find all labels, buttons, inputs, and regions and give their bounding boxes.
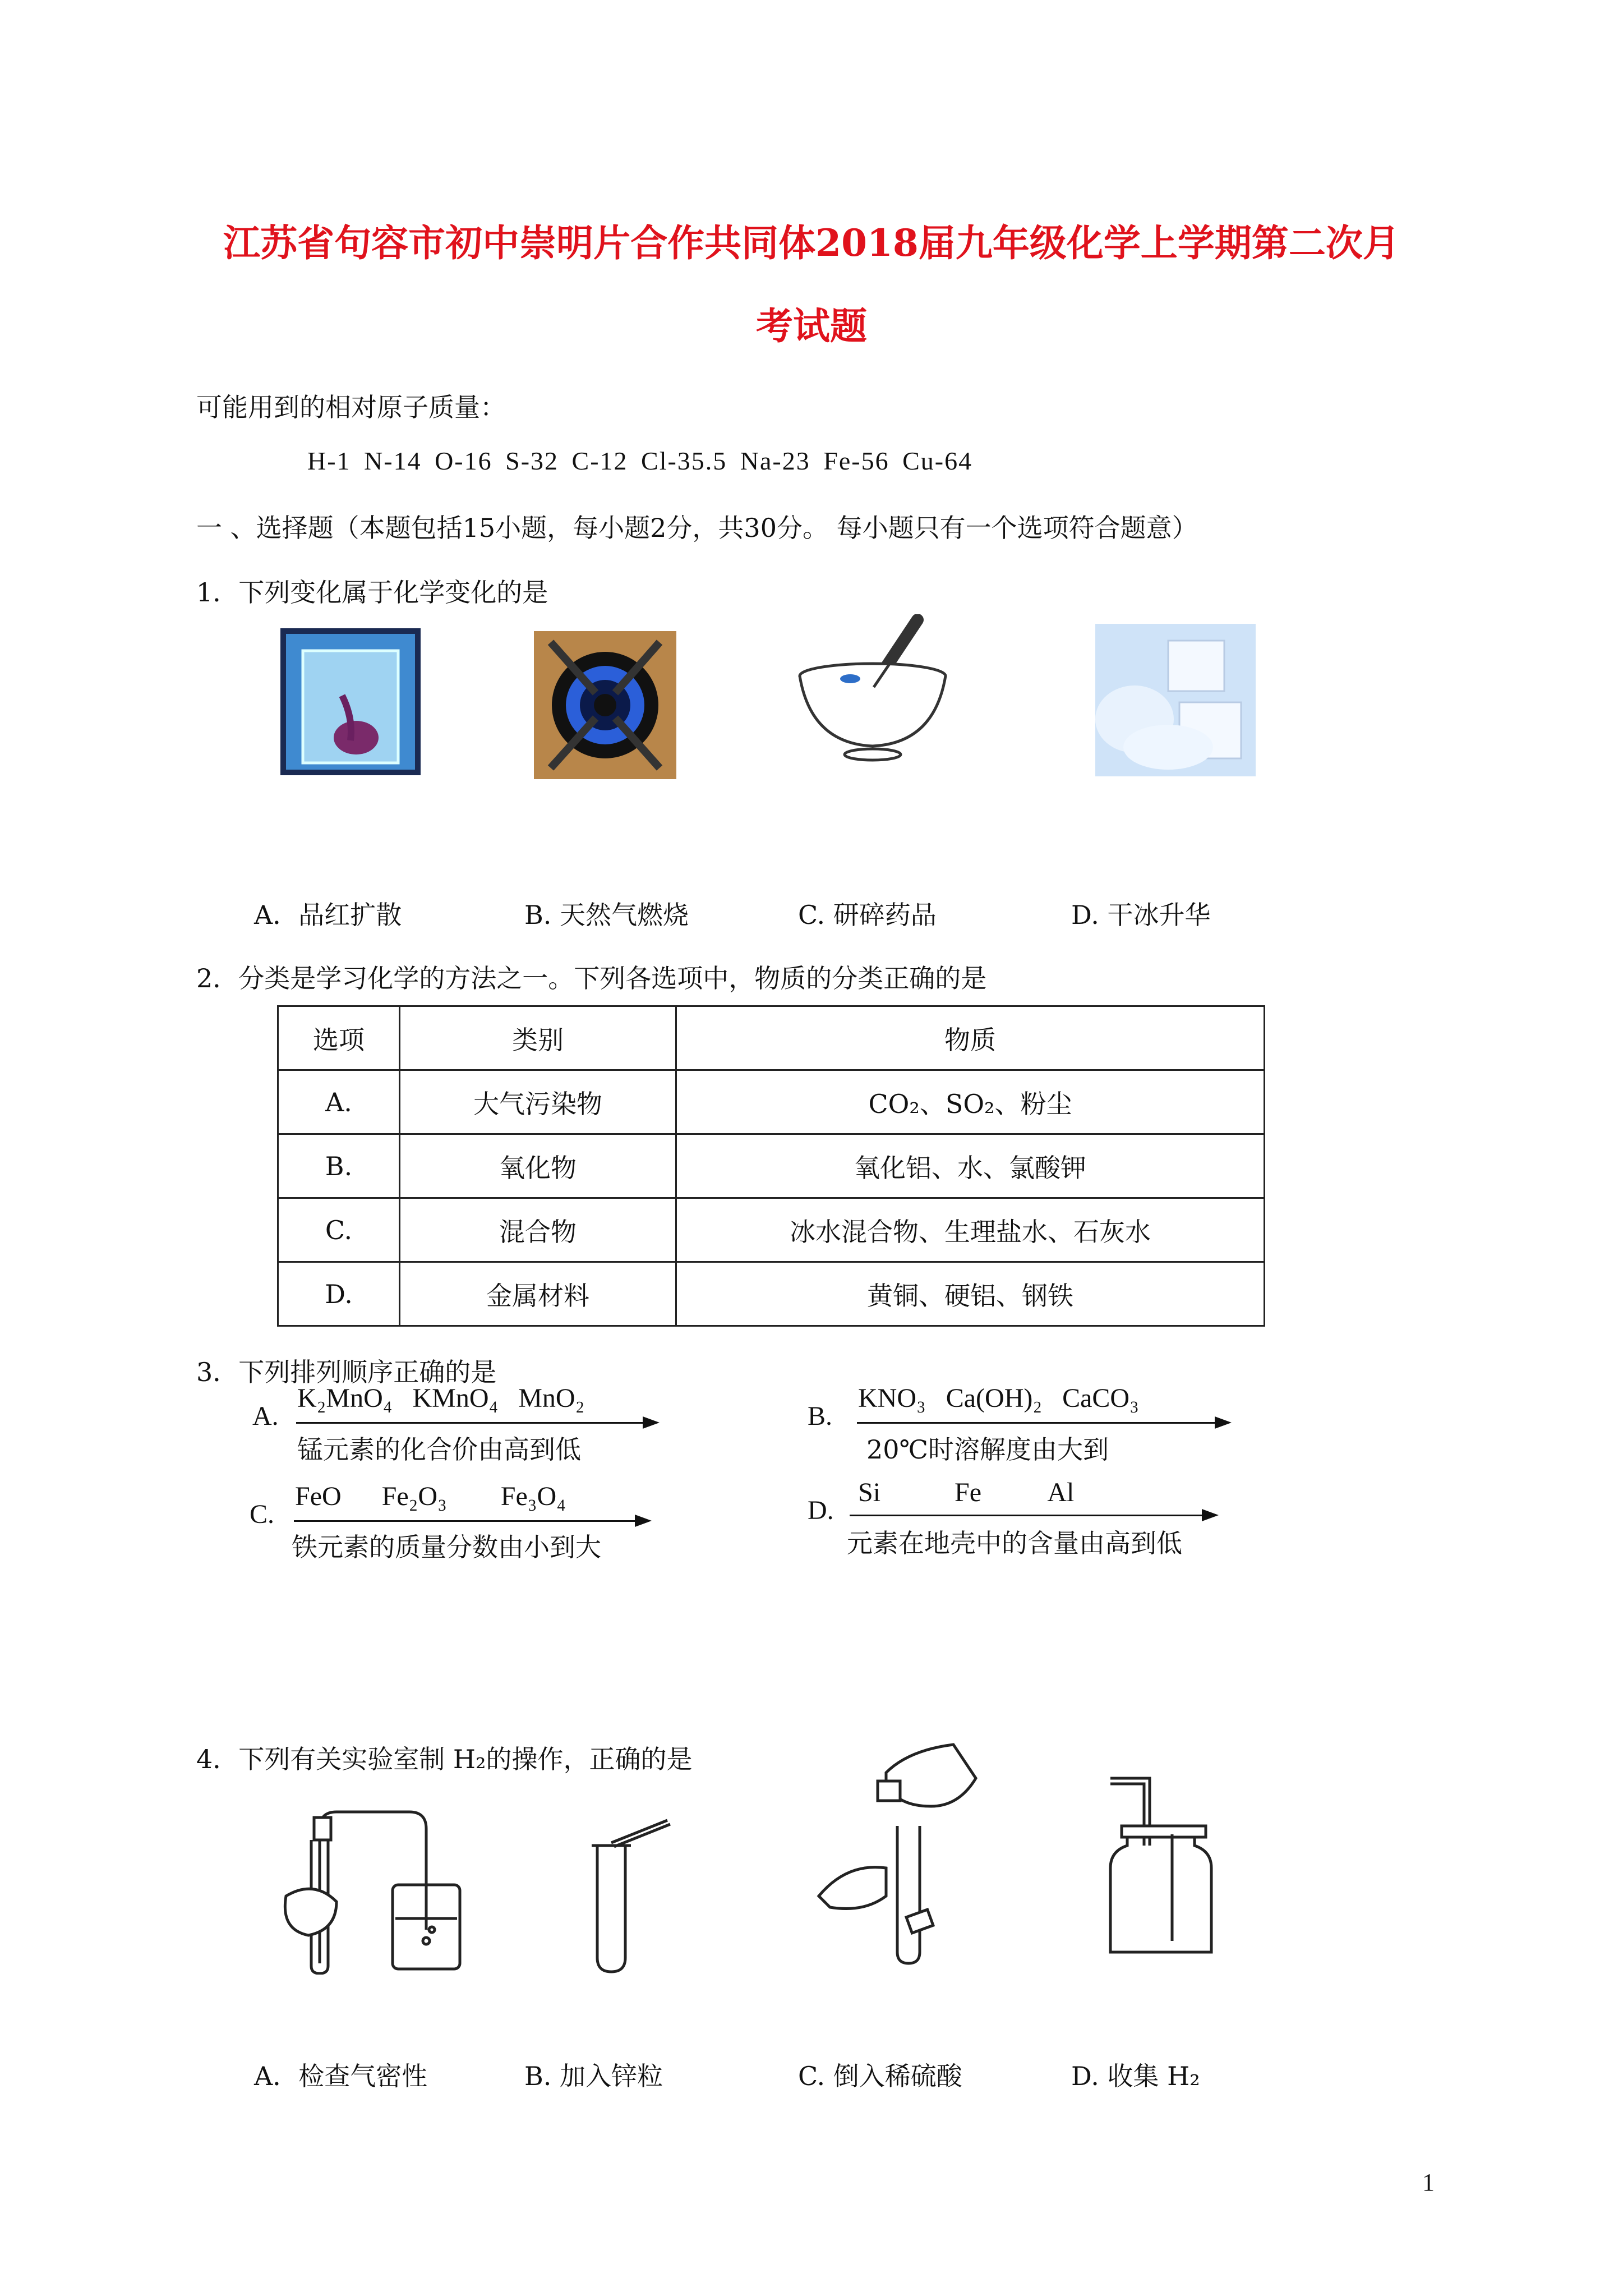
- q4-option-d: D. 收集 H₂: [1071, 2061, 1200, 2091]
- section-heading: 一 、选择题（本题包括15小题，每小题2分，共30分。 每小题只有一个选项符合题意）: [196, 513, 1198, 543]
- header-category: 类别: [400, 1006, 676, 1070]
- q3-option-a-caption: 锰元素的化合价由高到低: [297, 1434, 581, 1465]
- mortar-pestle-image: [789, 614, 956, 762]
- q4-option-a: A．检查气密性: [254, 2061, 428, 2091]
- row-substance: 氧化铝、水、氯酸钾: [676, 1134, 1265, 1198]
- q3-option-b-letter: B.: [808, 1401, 833, 1431]
- q1-option-a: A．品红扩散: [254, 900, 402, 930]
- atomic-mass-list: H-1 N-14 O-16 S-32 C-12 Cl-35.5 Na-23 Fe-56 Cu-64: [307, 447, 973, 475]
- q3-option-d-formulas: Si Fe Al: [858, 1478, 1075, 1507]
- airtightness-check-image: [264, 1795, 465, 1975]
- q3-option-b-caption: 20℃时溶解度由大到: [866, 1434, 1109, 1465]
- row-category: 金属材料: [400, 1262, 676, 1326]
- q3-b-arrow-head: [1215, 1416, 1232, 1429]
- question-2-stem: 2．分类是学习化学的方法之一。下列各选项中，物质的分类正确的是: [196, 963, 987, 993]
- table-header-row: [278, 1006, 1265, 1070]
- question-1-stem: 1．下列变化属于化学变化的是: [196, 577, 548, 608]
- table-row: [278, 1198, 1265, 1262]
- table-row: [278, 1070, 1265, 1134]
- q4-option-b: B. 加入锌粒: [524, 2061, 663, 2091]
- q3-d-arrow-head: [1202, 1509, 1219, 1521]
- q4-option-c: C. 倒入稀硫酸: [798, 2061, 962, 2091]
- row-option: C.: [278, 1198, 400, 1262]
- q3-option-c-letter: C.: [250, 1499, 275, 1529]
- row-option: B.: [278, 1134, 400, 1198]
- q3-option-b-formulas: KNO₃ Ca(OH)₂ CaCO₃: [858, 1383, 1139, 1413]
- q3-option-c-formulas: FeO Fe₂O₃ Fe₃O₄: [295, 1481, 566, 1511]
- q3-option-c-caption: 铁元素的质量分数由小到大: [292, 1532, 601, 1562]
- q3-c-arrow-head: [635, 1515, 652, 1527]
- q3-b-arrow-line: [857, 1422, 1216, 1424]
- row-category: 氧化物: [400, 1134, 676, 1198]
- add-zinc-test-tube-image: [583, 1812, 673, 1975]
- gas-collection-bottle-image: [1099, 1773, 1223, 1958]
- row-substance: 黄铜、硬铝、钢铁: [676, 1262, 1265, 1326]
- pour-acid-image: [808, 1728, 1009, 1969]
- classification-table: [277, 1005, 1265, 1327]
- q3-c-arrow-line: [294, 1520, 636, 1522]
- q3-d-arrow-line: [850, 1515, 1203, 1516]
- q3-option-a-letter: A.: [252, 1401, 279, 1431]
- table-row: [278, 1262, 1265, 1326]
- row-substance: CO₂、SO₂、粉尘: [676, 1070, 1265, 1134]
- question-4-stem: 4．下列有关实验室制 H₂的操作，正确的是: [196, 1744, 693, 1774]
- page-title-line-1: 江苏省句容市初中崇明片合作共同体2018届九年级化学上学期第二次月: [223, 221, 1400, 265]
- question-3-stem: 3．下列排列顺序正确的是: [196, 1357, 497, 1387]
- row-option: D.: [278, 1262, 400, 1326]
- header-option: 选项: [278, 1006, 400, 1070]
- q1-option-d: D. 干冰升华: [1071, 900, 1211, 930]
- q3-option-d-letter: D.: [808, 1496, 834, 1525]
- header-substance: 物质: [676, 1006, 1265, 1070]
- dry-ice-image: [1095, 624, 1256, 776]
- q3-a-arrow-line: [296, 1422, 644, 1424]
- page-number: 1: [1422, 2169, 1435, 2196]
- row-category: 混合物: [400, 1198, 676, 1262]
- q1-option-c: C. 研碎药品: [798, 900, 937, 930]
- beaker-diffusion-image: [280, 628, 421, 775]
- q3-option-a-formulas: K₂MnO₄ KMnO₄ MnO₂: [297, 1383, 585, 1413]
- page-title-line-2: 考试题: [756, 304, 867, 348]
- table-row: [278, 1134, 1265, 1198]
- q1-option-b: B. 天然气燃烧: [524, 900, 689, 930]
- row-category: 大气污染物: [400, 1070, 676, 1134]
- gas-flame-image: [534, 631, 676, 779]
- row-option: A.: [278, 1070, 400, 1134]
- atomic-mass-label: 可能用到的相对原子质量：: [196, 392, 506, 422]
- q3-option-d-caption: 元素在地壳中的含量由高到低: [847, 1528, 1182, 1558]
- row-substance: 冰水混合物、生理盐水、石灰水: [676, 1198, 1265, 1262]
- q3-a-arrow-head: [643, 1416, 660, 1429]
